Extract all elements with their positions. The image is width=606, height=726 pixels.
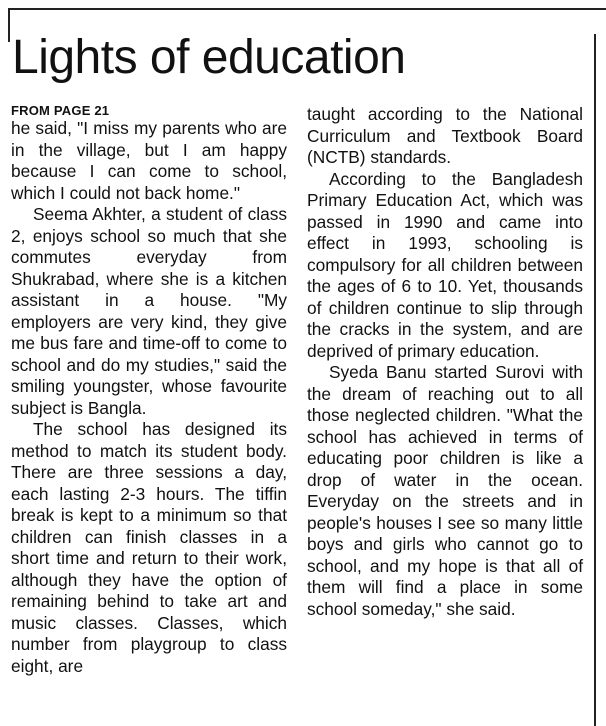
paragraph: According to the Bangladesh Primary Education Act, which was passed in 1990 and came into effect in 1993, schooling is compulsory for all children between the ages of 6 to 10. Yet, thousands of children continue to slip through the cracks in the system, and are deprived of primary education.	[307, 168, 583, 361]
article-column-left	[11, 104, 287, 677]
paragraph: Syeda Banu started Surovi with the dream of reaching out to all those neglected children. "What the school has achieved in terms of educating poor children is like a drop of water in the ocean. Everyday on the streets and in people's houses I see so many little boys and girls who cannot go to school, and my hope is that all of them will find a place in some school someday," she said.	[307, 362, 583, 619]
paragraph: The school has designed its method to match its student body. There are three sessions a day, each lasting 2-3 hours. The tiffin break is kept to a minimum so that children can finish classes in a short time and return to their work, although they have the option of remaining behind to take art and music classes. Classes, which number from playgroup to class eight, are	[11, 419, 287, 676]
paragraph: taught according to the National Curriculum and Textbook Board (NCTB) standards.	[307, 104, 583, 167]
article-column-right	[307, 104, 583, 620]
paragraph: he said, "I miss my parents who are in the village, but I am happy because I can come to school, which I could not back home."	[11, 118, 287, 203]
left-border-rule	[8, 8, 10, 42]
headline: Lights of education	[12, 31, 406, 84]
column-divider-rule	[594, 34, 596, 726]
continuation-kicker: FROM PAGE 21	[11, 103, 110, 118]
top-border-rule	[8, 8, 606, 10]
paragraph: Seema Akhter, a student of class 2, enjoys school so much that she commutes everyday from Shukrabad, where she is a kitchen assistant in a house. "My employers are very kind, they give me bus fare and time-off to come to school and do my studies," said the smiling youngster, whose favourite subject is Bangla.	[11, 204, 287, 418]
